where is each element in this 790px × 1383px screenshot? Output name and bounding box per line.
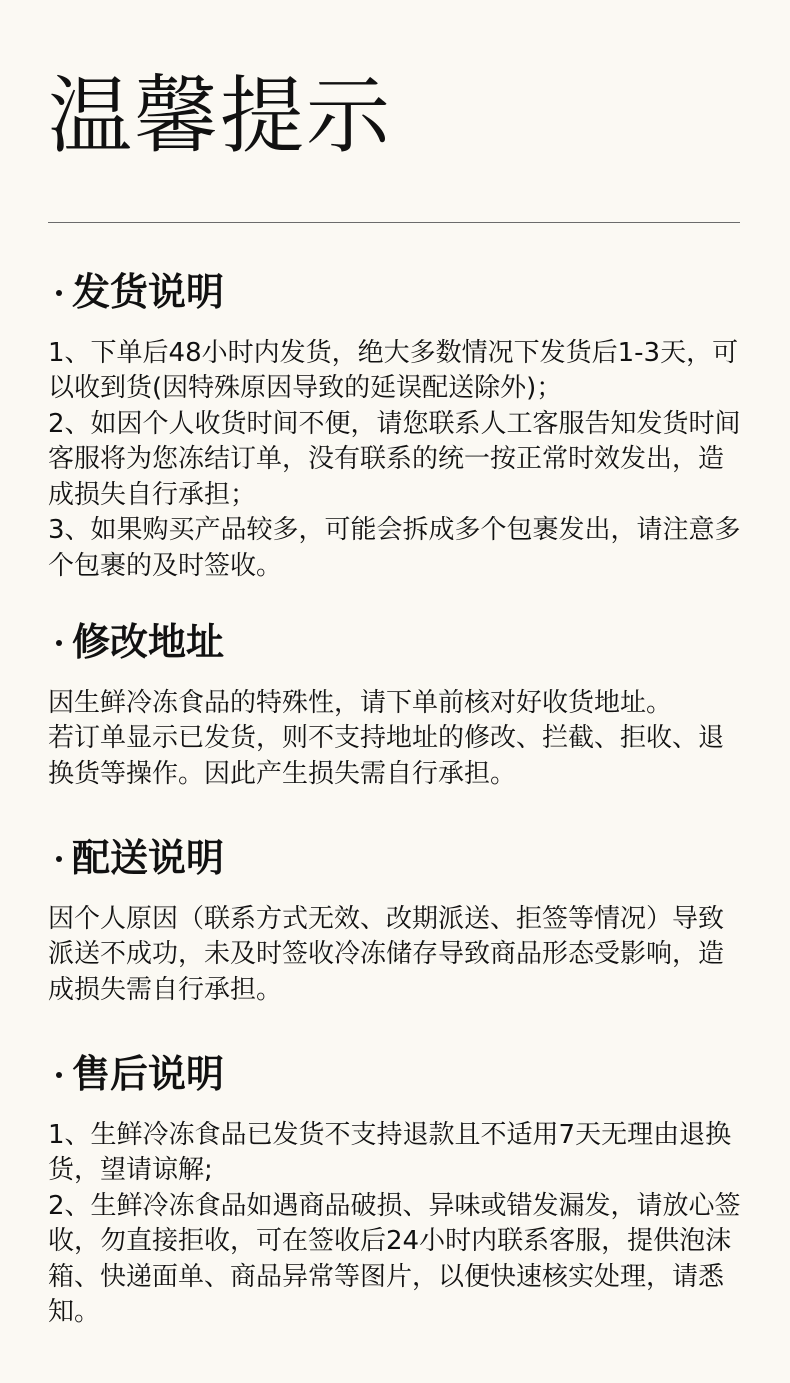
bullet-dot-icon bbox=[56, 856, 62, 862]
address-section-title: 修改地址 bbox=[72, 620, 225, 664]
title-divider bbox=[48, 222, 740, 223]
address-section-header bbox=[48, 622, 742, 664]
after-sales-note-1: 1、生鲜冷冻食品已发货不支持退款且不适用7天无理由退换货，望请谅解; bbox=[48, 1119, 732, 1186]
shipping-section-header bbox=[48, 272, 742, 314]
shipping-note-2: 2、如因个人收货时间不便，请您联系人工客服告知发货时间客服将为您冻结订单，没有联系的统一按正常时效发出，造成损失自行承担； bbox=[48, 408, 741, 510]
bullet-dot-icon bbox=[56, 1072, 62, 1078]
shipping-section-title: 发货说明 bbox=[72, 270, 225, 314]
delivery-section-title: 配送说明 bbox=[72, 836, 225, 880]
shipping-note-1: 1、下单后48小时内发货，绝大多数情况下发货后1-3天，可以收到货(因特殊原因导致的延误配送除外)； bbox=[48, 337, 739, 404]
delivery-section-header bbox=[48, 838, 742, 880]
shipping-note-3: 3、如果购买产品较多，可能会拆成多个包裹发出，请注意多个包裹的及时签收。 bbox=[48, 515, 741, 581]
delivery-section bbox=[48, 838, 742, 1008]
after-sales-section bbox=[48, 1054, 742, 1331]
delivery-note-1: 因个人原因（联系方式无效、改期派送、拒签等情况）导致派送不成功，未及时签收冷冻储存导致商品形态受影响，造成损失需自行承担。 bbox=[48, 903, 725, 1005]
address-note-2: 若订单显示已发货，则不支持地址的修改、拦截、拒收、退换货等操作。因此产生损失需自行承担。 bbox=[48, 723, 725, 789]
after-sales-note-2: 2、生鲜冷冻食品如遇商品破损、异味或错发漏发，请放心签收，勿直接拒收，可在签收后24小时内联系客服，提供泡沫箱、快递面单、商品异常等图片，以便快速核实处理，请悉知。 bbox=[48, 1190, 741, 1328]
bullet-dot-icon bbox=[56, 290, 62, 296]
address-section bbox=[48, 622, 742, 792]
page-title: 温馨提示 bbox=[48, 67, 393, 165]
bullet-dot-icon bbox=[56, 640, 62, 646]
after-sales-section-header bbox=[48, 1054, 742, 1096]
after-sales-section-title: 售后说明 bbox=[72, 1052, 225, 1096]
shipping-section bbox=[48, 272, 742, 584]
address-note-1: 因生鲜冷冻食品的特殊性，请下单前核对好收货地址。 bbox=[48, 687, 673, 718]
